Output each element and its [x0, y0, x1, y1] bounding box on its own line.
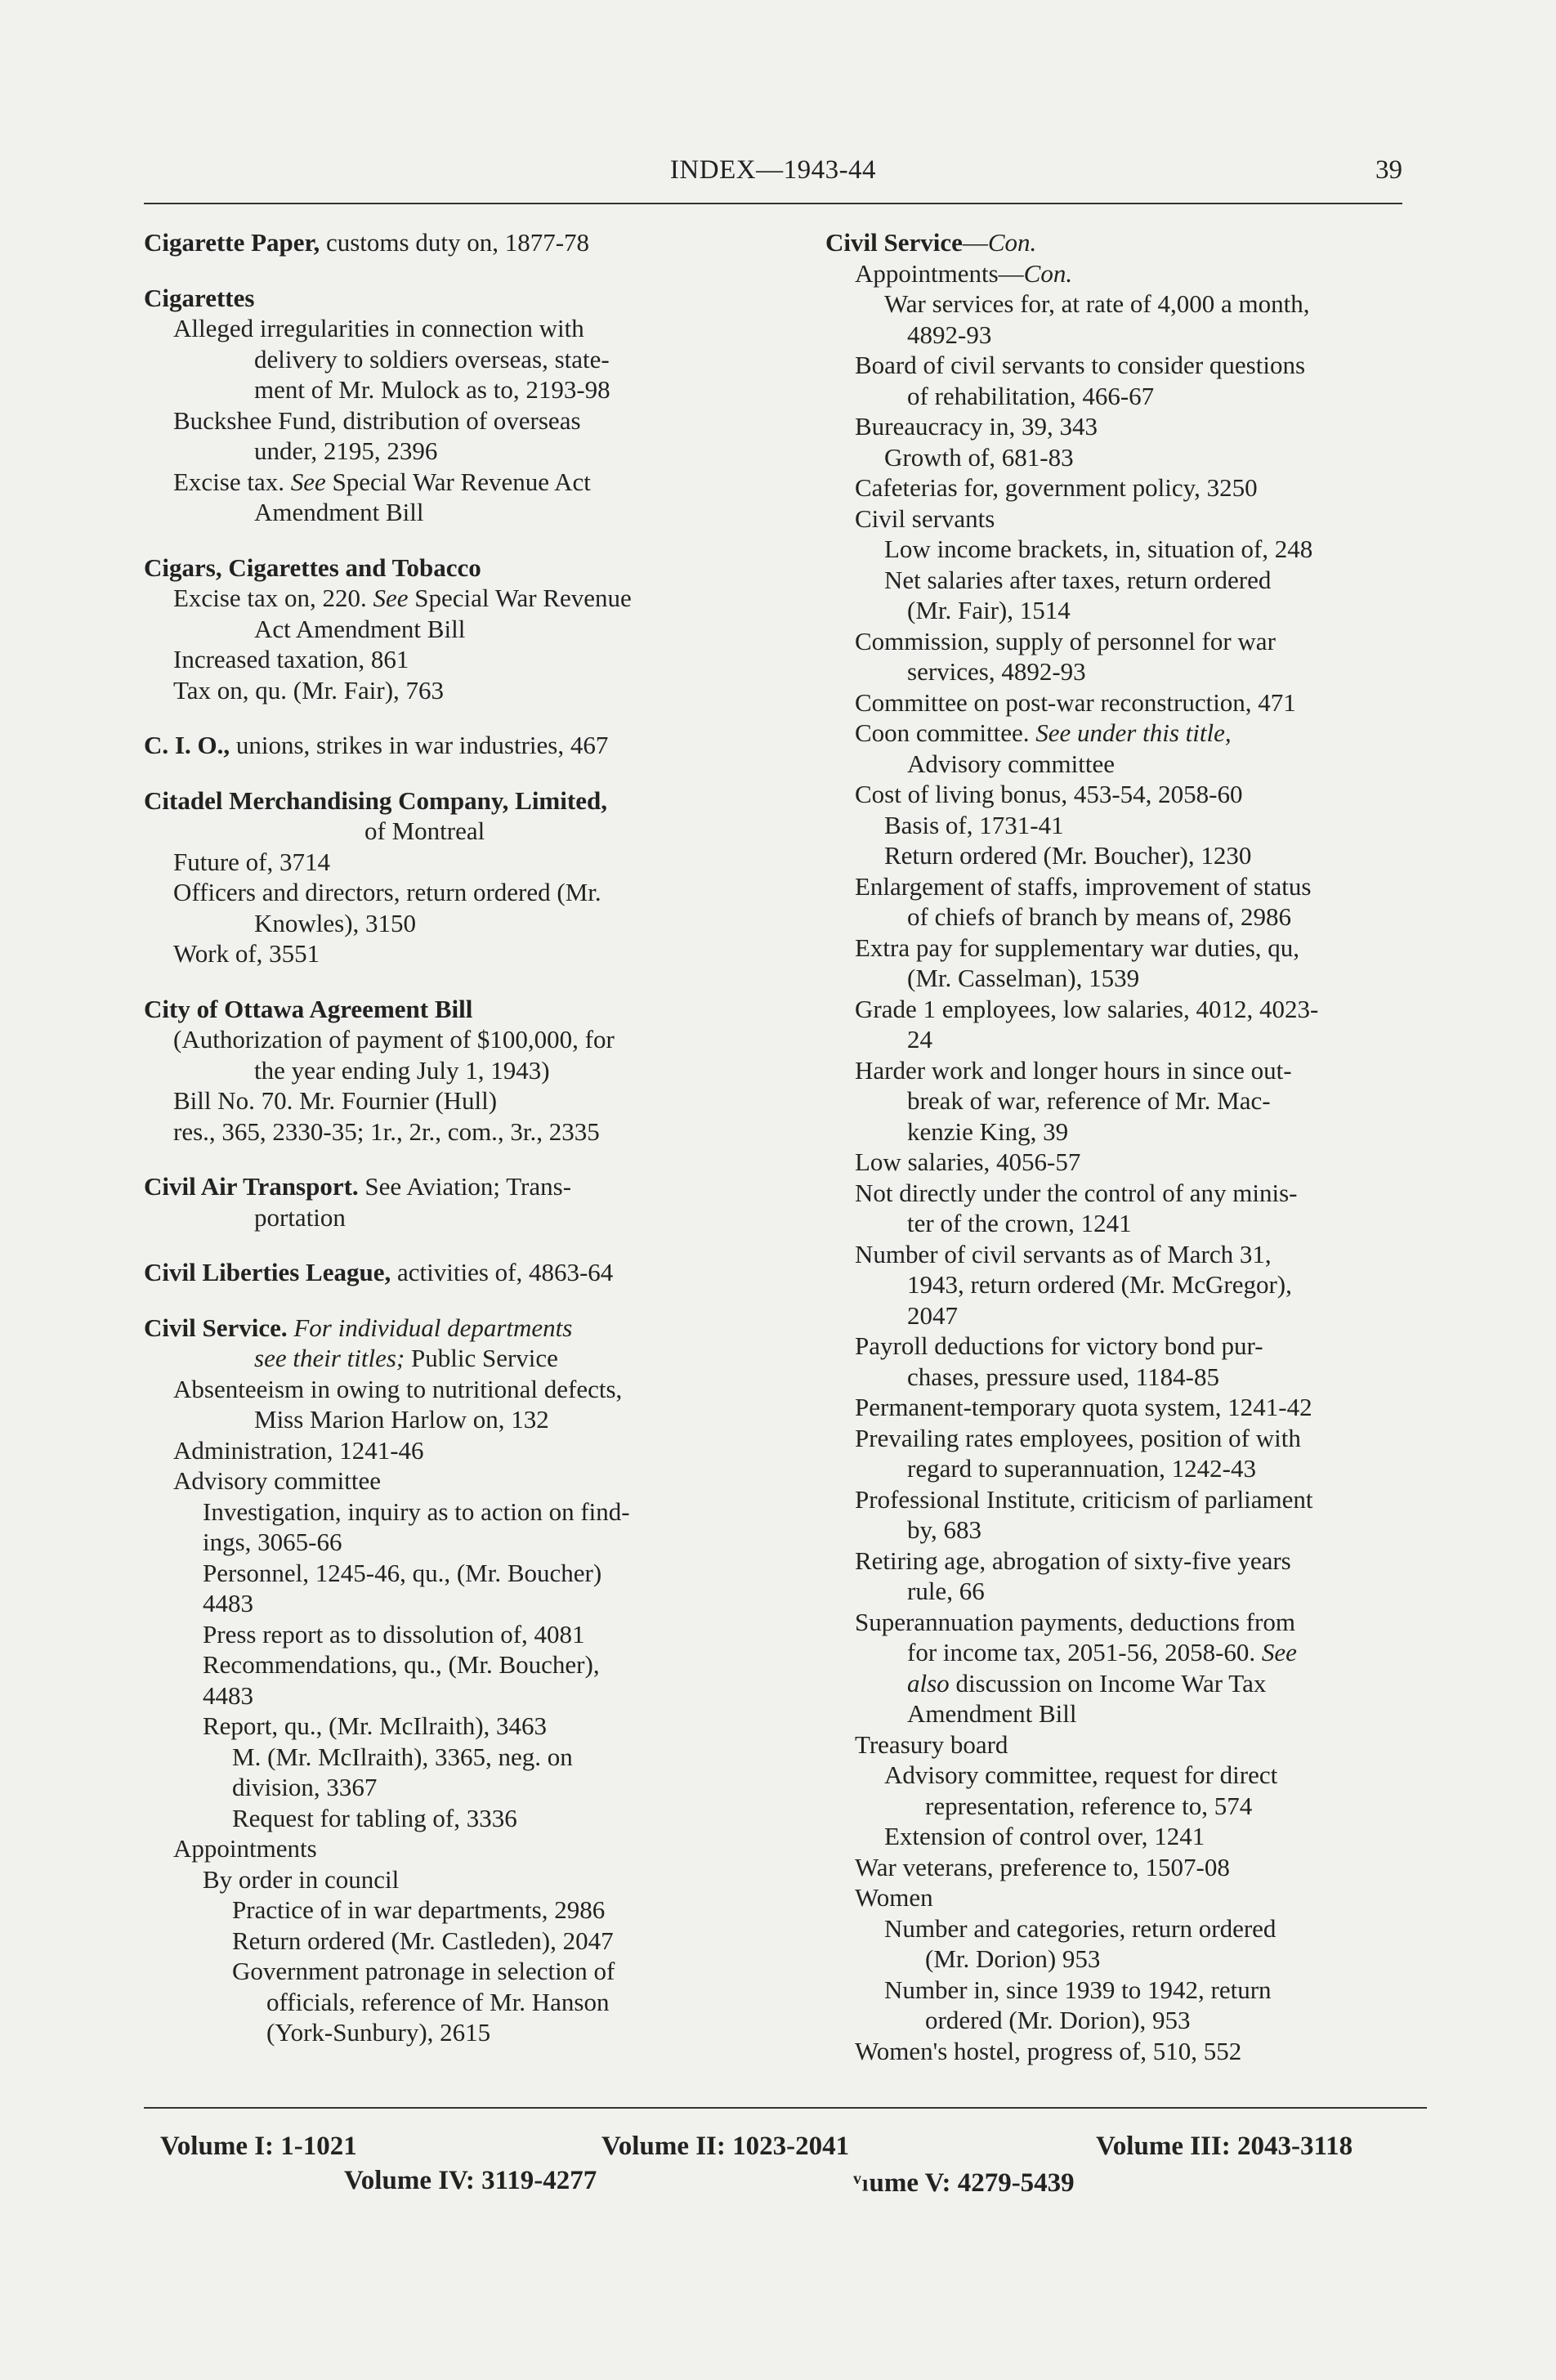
index-entry: Payroll deductions for victory bond pur-: [855, 1331, 1263, 1360]
index-column-right: [825, 227, 1427, 2066]
index-entry: Excise tax on, 220. See Special War Revenue: [173, 584, 632, 612]
index-entry: 24: [907, 1025, 932, 1054]
index-entry: Absenteeism in owing to nutritional defects,: [173, 1374, 623, 1403]
index-entry: Investigation, inquiry as to action on find-: [203, 1496, 630, 1526]
index-entry: 2047: [907, 1300, 958, 1330]
index-entry: res., 365, 2330-35; 1r., 2r., com., 3r., 2335: [173, 1116, 600, 1146]
index-entry: Cigarette Paper, customs duty on, 1877-78: [144, 228, 590, 257]
header-rule: [144, 203, 1402, 204]
index-entry: Low income brackets, in, situation of, 248: [884, 535, 1313, 563]
index-entry: by, 683: [907, 1515, 981, 1544]
index-entry: Amendment Bill: [254, 498, 424, 526]
index-entry: portation: [254, 1202, 346, 1232]
index-entry: Civil Service. For individual departments: [144, 1313, 573, 1342]
index-entry: Advisory committee, request for direct: [884, 1760, 1278, 1789]
index-column-left: [144, 227, 765, 2048]
index-entry: Return ordered (Mr. Boucher), 1230: [884, 841, 1252, 870]
index-entry: Alleged irregularities in connection with: [173, 314, 584, 342]
index-entry: Officers and directors, return ordered (Mr.: [173, 878, 601, 906]
index-entry: C. I. O., unions, strikes in war industries, 467: [144, 731, 609, 759]
index-entry: Board of civil servants to consider questions: [855, 351, 1306, 379]
index-entry: Return ordered (Mr. Castleden), 2047: [232, 1926, 614, 1955]
footer-rule: [144, 2107, 1427, 2109]
index-entry: By order in council: [203, 1864, 400, 1894]
index-entry: Treasury board: [855, 1729, 1008, 1759]
index-entry: Growth of, 681-83: [884, 442, 1074, 472]
index-entry: Civil Liberties League, activities of, 4863-64: [144, 1258, 614, 1286]
index-entry: Personnel, 1245-46, qu., (Mr. Boucher): [203, 1558, 602, 1587]
index-entry: (Mr. Dorion) 953: [925, 1944, 1101, 1973]
index-entry: Appointments: [173, 1834, 317, 1863]
index-entry: Appointments—Con.: [855, 258, 1073, 288]
index-entry: Women's hostel, progress of, 510, 552: [855, 2036, 1242, 2065]
index-entry: for income tax, 2051-56, 2058-60. See: [907, 1638, 1297, 1666]
index-entry: services, 4892-93: [907, 657, 1086, 686]
index-entry: Number and categories, return ordered: [884, 1913, 1277, 1943]
index-entry: of chiefs of branch by means of, 2986: [907, 902, 1292, 931]
index-entry: the year ending July 1, 1943): [254, 1055, 550, 1085]
index-entry: Buckshee Fund, distribution of overseas: [173, 405, 581, 435]
index-entry: Bureaucracy in, 39, 343: [855, 412, 1098, 441]
page-number: 39: [1375, 155, 1402, 185]
index-entry: War services for, at rate of 4,000 a month,: [884, 289, 1310, 318]
index-entry: Number of civil servants as of March 31,: [855, 1239, 1272, 1268]
index-entry: Permanent-temporary quota system, 1241-42: [855, 1393, 1312, 1421]
index-entry: ter of the crown, 1241: [907, 1209, 1132, 1237]
index-entry: Extra pay for supplementary war duties, qu,: [855, 933, 1300, 962]
index-entry: representation, reference to, 574: [925, 1791, 1253, 1820]
index-entry: Number in, since 1939 to 1942, return: [884, 1975, 1272, 2004]
volume-2-range: Volume II: 1023-2041: [601, 2132, 850, 2161]
index-entry: Coon committee. See under this title,: [855, 718, 1232, 747]
volume-3-range: Volume III: 2043-3118: [1096, 2132, 1353, 2161]
index-entry: Government patronage in selection of: [232, 1957, 615, 1985]
index-heading: City of Ottawa Agreement Bill: [144, 994, 473, 1023]
index-heading: Cigarettes: [144, 283, 255, 312]
index-entry: break of war, reference of Mr. Mac-: [907, 1086, 1271, 1115]
index-entry: division, 3367: [232, 1773, 378, 1801]
index-entry: Grade 1 employees, low salaries, 4012, 4023-: [855, 994, 1319, 1023]
index-entry: rule, 66: [907, 1577, 985, 1605]
index-entry: Harder work and longer hours in since out-: [855, 1055, 1292, 1085]
index-entry: under, 2195, 2396: [254, 436, 438, 465]
index-entry: Bill No. 70. Mr. Fournier (Hull): [173, 1086, 498, 1115]
index-entry: Miss Marion Harlow on, 132: [254, 1405, 549, 1434]
index-entry: Women: [855, 1883, 933, 1912]
index-entry: Future of, 3714: [173, 847, 331, 876]
index-entry: regard to superannuation, 1242-43: [907, 1454, 1256, 1483]
index-entry: Practice of in war departments, 2986: [232, 1895, 606, 1924]
index-entry: Report, qu., (Mr. McIlraith), 3463: [203, 1711, 548, 1740]
page-header: [144, 155, 1402, 196]
index-entry: Enlargement of staffs, improvement of status: [855, 871, 1312, 901]
index-entry: Net salaries after taxes, return ordered: [884, 565, 1272, 594]
index-entry: (York-Sunbury), 2615: [266, 2018, 491, 2047]
index-entry: M. (Mr. McIlraith), 3365, neg. on: [232, 1742, 573, 1771]
index-entry: Recommendations, qu., (Mr. Boucher),: [203, 1650, 600, 1679]
index-entry: Low salaries, 4056-57: [855, 1148, 1081, 1176]
index-entry: Prevailing rates employees, position of with: [855, 1423, 1301, 1452]
index-entry: Press report as to dissolution of, 4081: [203, 1619, 585, 1649]
index-entry: Increased taxation, 861: [173, 645, 409, 673]
index-entry: (Mr. Casselman), 1539: [907, 964, 1140, 992]
volume-4-range: Volume IV: 3119-4277: [344, 2166, 597, 2195]
index-entry: Basis of, 1731-41: [884, 810, 1064, 839]
index-entry: Advisory committee: [173, 1466, 381, 1495]
index-entry: Committee on post-war reconstruction, 471: [855, 687, 1296, 717]
index-entry: 4892-93: [907, 320, 992, 349]
index-entry: Commission, supply of personnel for war: [855, 626, 1276, 655]
index-entry: Request for tabling of, 3336: [232, 1803, 517, 1832]
index-entry: Civil servants: [855, 503, 995, 533]
index-entry: Professional Institute, criticism of parliament: [855, 1484, 1313, 1514]
index-entry: Extension of control over, 1241: [884, 1822, 1205, 1850]
index-entry: kenzie King, 39: [907, 1116, 1069, 1146]
index-entry: Amendment Bill: [907, 1699, 1077, 1728]
index-entry: Cafeterias for, government policy, 3250: [855, 473, 1258, 502]
index-entry: delivery to soldiers overseas, state-: [254, 344, 610, 374]
index-entry: Work of, 3551: [173, 939, 320, 968]
index-entry: 1943, return ordered (Mr. McGregor),: [907, 1270, 1292, 1299]
index-entry: of Montreal: [364, 816, 485, 845]
index-entry: Act Amendment Bill: [254, 614, 466, 643]
index-heading: Cigars, Cigarettes and Tobacco: [144, 552, 481, 582]
index-entry: ings, 3065-66: [203, 1528, 342, 1556]
index-entry: 4483: [203, 1680, 253, 1710]
index-entry: Knowles), 3150: [254, 908, 417, 937]
index-entry: chases, pressure used, 1184-85: [907, 1362, 1219, 1391]
index-entry: ment of Mr. Mulock as to, 2193-98: [254, 375, 610, 404]
volume-1-range: Volume I: 1-1021: [160, 2132, 357, 2161]
index-entry: Civil Air Transport. See Aviation; Trans-: [144, 1172, 572, 1201]
index-entry: officials, reference of Mr. Hanson: [266, 1987, 610, 2016]
index-entry: ordered (Mr. Dorion), 953: [925, 2006, 1191, 2034]
index-entry: War veterans, preference to, 1507-08: [855, 1852, 1230, 1881]
volume-footer: [144, 2132, 1427, 2200]
index-heading: Civil Service—Con.: [825, 228, 1037, 257]
index-entry: Administration, 1241-46: [173, 1435, 424, 1465]
index-entry: (Authorization of payment of $100,000, for: [173, 1025, 615, 1054]
page-title: INDEX—1943-44: [669, 155, 877, 185]
index-entry: Not directly under the control of any minis-: [855, 1178, 1298, 1207]
index-entry: 4483: [203, 1589, 253, 1617]
index-entry: Cost of living bonus, 453-54, 2058-60: [855, 780, 1243, 808]
index-entry: Excise tax. See Special War Revenue Act: [173, 467, 591, 496]
index-entry: Advisory committee: [907, 749, 1115, 778]
index-entry: Tax on, qu. (Mr. Fair), 763: [173, 675, 445, 705]
index-heading: Citadel Merchandising Company, Limited,: [144, 785, 607, 815]
index-entry: also discussion on Income War Tax: [907, 1668, 1267, 1698]
volume-5-range: ᵛₗume V: 4279-5439: [853, 2168, 1075, 2198]
index-entry: Retiring age, abrogation of sixty-five years: [855, 1546, 1291, 1575]
index-entry: Superannuation payments, deductions from: [855, 1607, 1295, 1636]
index-entry: of rehabilitation, 466-67: [907, 381, 1155, 410]
index-entry: (Mr. Fair), 1514: [907, 596, 1071, 624]
index-entry: see their titles; Public Service: [254, 1344, 558, 1372]
